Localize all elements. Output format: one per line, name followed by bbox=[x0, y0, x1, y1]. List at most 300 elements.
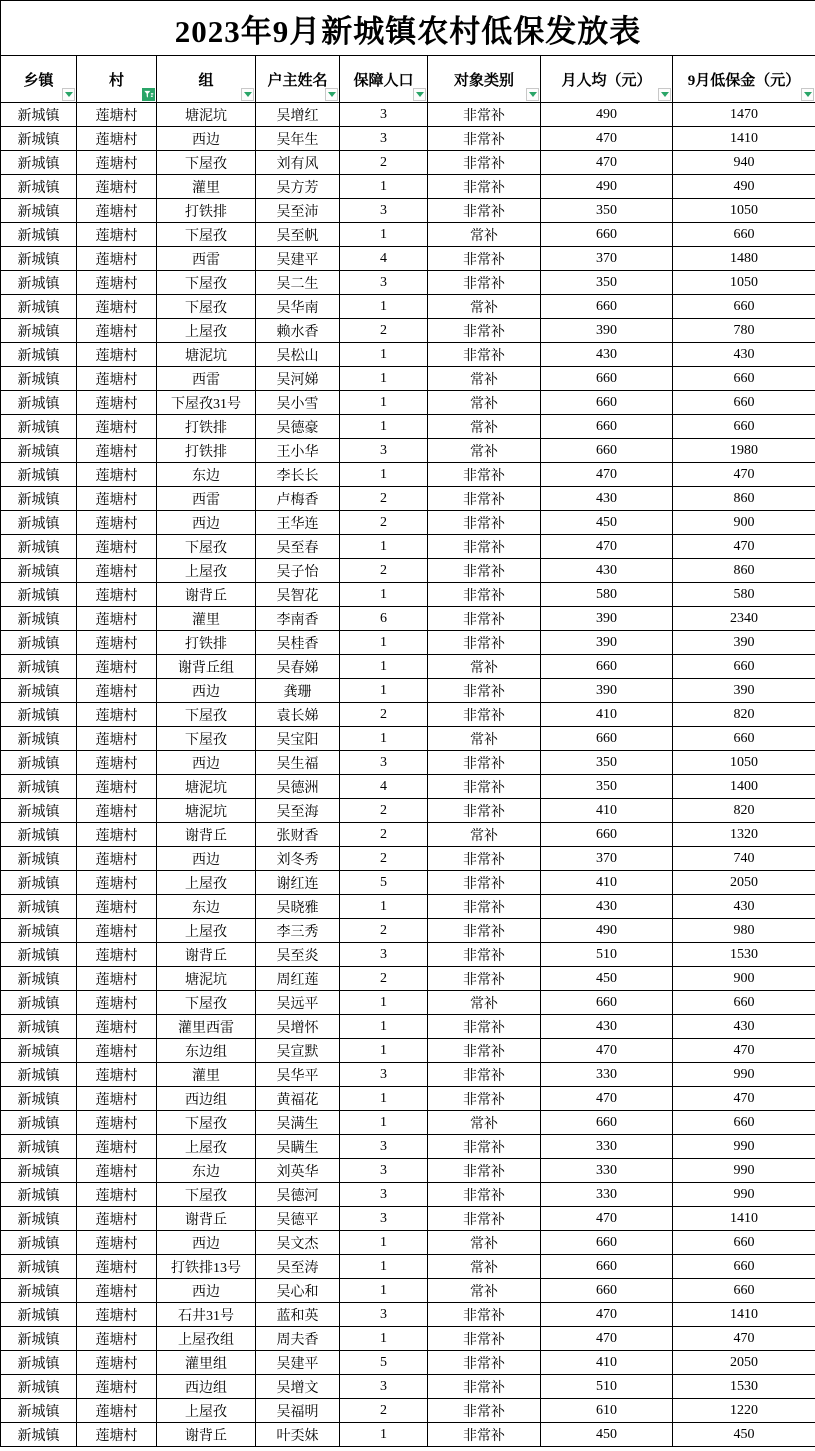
table-cell: 510 bbox=[541, 943, 673, 967]
table-cell: 下屋孜 bbox=[157, 295, 256, 319]
table-cell: 常补 bbox=[428, 1231, 541, 1255]
table-cell: 新城镇 bbox=[1, 439, 77, 463]
table-cell: 常补 bbox=[428, 823, 541, 847]
table-cell: 西边 bbox=[157, 127, 256, 151]
table-cell: 莲塘村 bbox=[77, 799, 157, 823]
table-cell: 新城镇 bbox=[1, 1063, 77, 1087]
table-cell: 非常补 bbox=[428, 343, 541, 367]
table-cell: 莲塘村 bbox=[77, 223, 157, 247]
table-cell: 660 bbox=[541, 367, 673, 391]
table-cell: 新城镇 bbox=[1, 607, 77, 631]
table-cell: 780 bbox=[673, 319, 815, 343]
table-cell: 1470 bbox=[673, 103, 815, 127]
table-cell: 西雷 bbox=[157, 367, 256, 391]
table-cell: 非常补 bbox=[428, 583, 541, 607]
table-cell: 常补 bbox=[428, 223, 541, 247]
table-cell: 李长长 bbox=[256, 463, 340, 487]
table-cell: 新城镇 bbox=[1, 703, 77, 727]
table-cell: 1 bbox=[340, 1423, 428, 1447]
table-cell: 非常补 bbox=[428, 607, 541, 631]
chevron-down-icon bbox=[65, 92, 73, 97]
table-cell: 莲塘村 bbox=[77, 967, 157, 991]
table-cell: 2050 bbox=[673, 871, 815, 895]
table-cell: 常补 bbox=[428, 1255, 541, 1279]
table-cell: 常补 bbox=[428, 1279, 541, 1303]
table-cell: 莲塘村 bbox=[77, 991, 157, 1015]
table-row bbox=[1, 535, 815, 559]
table-cell: 660 bbox=[541, 727, 673, 751]
table-cell: 谢背丘组 bbox=[157, 655, 256, 679]
table-cell: 非常补 bbox=[428, 871, 541, 895]
table-cell: 3 bbox=[340, 199, 428, 223]
table-row bbox=[1, 895, 815, 919]
table-cell: 660 bbox=[541, 1231, 673, 1255]
table-cell: 470 bbox=[673, 1327, 815, 1351]
table-cell: 5 bbox=[340, 871, 428, 895]
table-cell: 新城镇 bbox=[1, 271, 77, 295]
table-cell: 下屋孜 bbox=[157, 151, 256, 175]
column-header-label: 对象类别 bbox=[453, 72, 514, 89]
column-header bbox=[77, 56, 157, 103]
table-cell: 1 bbox=[340, 1015, 428, 1039]
table-cell: 吴华平 bbox=[256, 1063, 340, 1087]
table-row bbox=[1, 1087, 815, 1111]
table-cell: 灌里 bbox=[157, 607, 256, 631]
table-cell: 塘泥坑 bbox=[157, 103, 256, 127]
filter-dropdown-icon[interactable] bbox=[325, 88, 338, 101]
table-cell: 820 bbox=[673, 799, 815, 823]
table-cell: 塘泥坑 bbox=[157, 799, 256, 823]
chevron-down-icon bbox=[804, 92, 812, 97]
table-row bbox=[1, 151, 815, 175]
table-cell: 上屋孜 bbox=[157, 919, 256, 943]
column-header-row bbox=[1, 56, 815, 103]
table-cell: 3 bbox=[340, 1063, 428, 1087]
table-cell: 470 bbox=[541, 535, 673, 559]
table-cell: 2 bbox=[340, 559, 428, 583]
table-cell: 常补 bbox=[428, 655, 541, 679]
table-cell: 新城镇 bbox=[1, 679, 77, 703]
table-cell: 西边 bbox=[157, 847, 256, 871]
table-cell: 谢背丘 bbox=[157, 583, 256, 607]
table-row bbox=[1, 1303, 815, 1327]
table-cell: 卢梅香 bbox=[256, 487, 340, 511]
table-cell: 莲塘村 bbox=[77, 439, 157, 463]
table-cell: 660 bbox=[673, 991, 815, 1015]
table-cell: 1410 bbox=[673, 127, 815, 151]
table-cell: 新城镇 bbox=[1, 847, 77, 871]
table-cell: 660 bbox=[673, 367, 815, 391]
table-cell: 刘有风 bbox=[256, 151, 340, 175]
table-cell: 莲塘村 bbox=[77, 247, 157, 271]
table-cell: 莲塘村 bbox=[77, 1423, 157, 1447]
table-cell: 莲塘村 bbox=[77, 199, 157, 223]
table-cell: 1 bbox=[340, 631, 428, 655]
table-cell: 新城镇 bbox=[1, 1039, 77, 1063]
table-cell: 1 bbox=[340, 1039, 428, 1063]
table-cell: 吴方芳 bbox=[256, 175, 340, 199]
table-cell: 下屋孜 bbox=[157, 703, 256, 727]
table-cell: 非常补 bbox=[428, 103, 541, 127]
table-cell: 3 bbox=[340, 439, 428, 463]
table-cell: 非常补 bbox=[428, 535, 541, 559]
table-cell: 莲塘村 bbox=[77, 1015, 157, 1039]
table-cell: 上屋孜 bbox=[157, 319, 256, 343]
table-cell: 非常补 bbox=[428, 703, 541, 727]
table-cell: 莲塘村 bbox=[77, 343, 157, 367]
table-cell: 470 bbox=[541, 1087, 673, 1111]
table-row bbox=[1, 1255, 815, 1279]
table-cell: 3 bbox=[340, 943, 428, 967]
table-cell: 谢背丘 bbox=[157, 943, 256, 967]
table-cell: 2340 bbox=[673, 607, 815, 631]
table-cell: 王小华 bbox=[256, 439, 340, 463]
table-cell: 410 bbox=[541, 1351, 673, 1375]
table-cell: 吴至涛 bbox=[256, 1255, 340, 1279]
table-cell: 1400 bbox=[673, 775, 815, 799]
table-cell: 350 bbox=[541, 775, 673, 799]
table-cell: 莲塘村 bbox=[77, 871, 157, 895]
table-cell: 上屋孜组 bbox=[157, 1327, 256, 1351]
table-cell: 430 bbox=[541, 343, 673, 367]
table-row bbox=[1, 415, 815, 439]
table-cell: 下屋孜 bbox=[157, 727, 256, 751]
table-cell: 西边 bbox=[157, 751, 256, 775]
table-cell: 2 bbox=[340, 319, 428, 343]
table-cell: 黄福花 bbox=[256, 1087, 340, 1111]
table-cell: 新城镇 bbox=[1, 1183, 77, 1207]
table-cell: 吴二生 bbox=[256, 271, 340, 295]
table-cell: 上屋孜 bbox=[157, 871, 256, 895]
table-cell: 1 bbox=[340, 1231, 428, 1255]
table-cell: 吴至沛 bbox=[256, 199, 340, 223]
table-row bbox=[1, 439, 815, 463]
table-cell: 龚珊 bbox=[256, 679, 340, 703]
table-cell: 新城镇 bbox=[1, 1015, 77, 1039]
table-cell: 吴生福 bbox=[256, 751, 340, 775]
table-cell: 莲塘村 bbox=[77, 487, 157, 511]
table-cell: 王华连 bbox=[256, 511, 340, 535]
table-row bbox=[1, 967, 815, 991]
table-row bbox=[1, 175, 815, 199]
column-header bbox=[428, 56, 541, 103]
table-cell: 2 bbox=[340, 823, 428, 847]
table-row bbox=[1, 343, 815, 367]
column-header-label: 村 bbox=[108, 72, 124, 89]
table-cell: 上屋孜 bbox=[157, 559, 256, 583]
table-cell: 塘泥坑 bbox=[157, 967, 256, 991]
filter-dropdown-icon[interactable] bbox=[62, 88, 75, 101]
active-filter-funnel-icon[interactable] bbox=[142, 88, 155, 101]
table-row bbox=[1, 319, 815, 343]
table-cell: 470 bbox=[541, 1039, 673, 1063]
table-cell: 吴至炎 bbox=[256, 943, 340, 967]
table-row bbox=[1, 223, 815, 247]
table-cell: 990 bbox=[673, 1159, 815, 1183]
table-cell: 吴瞒生 bbox=[256, 1135, 340, 1159]
table-cell: 吴远平 bbox=[256, 991, 340, 1015]
table-cell: 莲塘村 bbox=[77, 103, 157, 127]
table-cell: 袁长娣 bbox=[256, 703, 340, 727]
table-cell: 下屋孜31号 bbox=[157, 391, 256, 415]
table-cell: 新城镇 bbox=[1, 1351, 77, 1375]
table-cell: 李南香 bbox=[256, 607, 340, 631]
table-cell: 660 bbox=[541, 991, 673, 1015]
table-cell: 660 bbox=[673, 391, 815, 415]
table-cell: 石井31号 bbox=[157, 1303, 256, 1327]
table-cell: 5 bbox=[340, 1351, 428, 1375]
table-cell: 1530 bbox=[673, 943, 815, 967]
table-cell: 新城镇 bbox=[1, 103, 77, 127]
table-cell: 非常补 bbox=[428, 463, 541, 487]
table-cell: 非常补 bbox=[428, 1375, 541, 1399]
table-cell: 660 bbox=[541, 655, 673, 679]
table-cell: 新城镇 bbox=[1, 895, 77, 919]
table-cell: 谢背丘 bbox=[157, 1207, 256, 1231]
table-cell: 莲塘村 bbox=[77, 1279, 157, 1303]
table-cell: 莲塘村 bbox=[77, 655, 157, 679]
table-cell: 非常补 bbox=[428, 271, 541, 295]
page-title: 2023年9月新城镇农村低保发放表 bbox=[1, 1, 815, 56]
table-cell: 莲塘村 bbox=[77, 295, 157, 319]
table-cell: 1 bbox=[340, 991, 428, 1015]
table-cell: 吴宣默 bbox=[256, 1039, 340, 1063]
table-cell: 350 bbox=[541, 199, 673, 223]
table-cell: 刘冬秀 bbox=[256, 847, 340, 871]
table-cell: 莲塘村 bbox=[77, 1399, 157, 1423]
table-cell: 常补 bbox=[428, 391, 541, 415]
table-cell: 新城镇 bbox=[1, 391, 77, 415]
table-row bbox=[1, 1135, 815, 1159]
table-cell: 390 bbox=[541, 319, 673, 343]
table-cell: 叶奀妹 bbox=[256, 1423, 340, 1447]
table-cell: 1480 bbox=[673, 247, 815, 271]
table-cell: 1980 bbox=[673, 439, 815, 463]
table-cell: 莲塘村 bbox=[77, 1183, 157, 1207]
chevron-down-icon bbox=[416, 92, 424, 97]
table-cell: 打铁排 bbox=[157, 439, 256, 463]
table-cell: 周红莲 bbox=[256, 967, 340, 991]
table-cell: 灌里组 bbox=[157, 1351, 256, 1375]
table-cell: 2 bbox=[340, 511, 428, 535]
table-cell: 非常补 bbox=[428, 247, 541, 271]
table-cell: 莲塘村 bbox=[77, 271, 157, 295]
table-cell: 谢红连 bbox=[256, 871, 340, 895]
table-row bbox=[1, 1111, 815, 1135]
table-cell: 990 bbox=[673, 1063, 815, 1087]
table-cell: 1 bbox=[340, 679, 428, 703]
table-cell: 390 bbox=[673, 631, 815, 655]
table-cell: 660 bbox=[541, 391, 673, 415]
table-cell: 2 bbox=[340, 151, 428, 175]
table-row bbox=[1, 607, 815, 631]
table-cell: 下屋孜 bbox=[157, 1183, 256, 1207]
table-cell: 1530 bbox=[673, 1375, 815, 1399]
table-cell: 新城镇 bbox=[1, 199, 77, 223]
table-cell: 新城镇 bbox=[1, 1135, 77, 1159]
table-cell: 1 bbox=[340, 583, 428, 607]
table-row bbox=[1, 823, 815, 847]
table-cell: 1410 bbox=[673, 1303, 815, 1327]
table-cell: 新城镇 bbox=[1, 415, 77, 439]
table-cell: 灌里 bbox=[157, 175, 256, 199]
table-cell: 1 bbox=[340, 295, 428, 319]
table-cell: 430 bbox=[541, 487, 673, 511]
table-cell: 非常补 bbox=[428, 751, 541, 775]
table-cell: 打铁排 bbox=[157, 199, 256, 223]
table-row bbox=[1, 679, 815, 703]
table-cell: 莲塘村 bbox=[77, 175, 157, 199]
table-row bbox=[1, 1063, 815, 1087]
table-cell: 330 bbox=[541, 1159, 673, 1183]
table-cell: 新城镇 bbox=[1, 823, 77, 847]
table-cell: 赖水香 bbox=[256, 319, 340, 343]
table-row bbox=[1, 511, 815, 535]
table-row bbox=[1, 1183, 815, 1207]
table-cell: 莲塘村 bbox=[77, 727, 157, 751]
table-row bbox=[1, 703, 815, 727]
table-cell: 新城镇 bbox=[1, 799, 77, 823]
table-cell: 莲塘村 bbox=[77, 1039, 157, 1063]
table-cell: 吴德平 bbox=[256, 1207, 340, 1231]
table-cell: 660 bbox=[673, 1279, 815, 1303]
table-cell: 410 bbox=[541, 703, 673, 727]
table-cell: 常补 bbox=[428, 439, 541, 463]
table-cell: 非常补 bbox=[428, 559, 541, 583]
table-cell: 470 bbox=[541, 127, 673, 151]
table-cell: 非常补 bbox=[428, 1015, 541, 1039]
table-cell: 860 bbox=[673, 487, 815, 511]
table-cell: 990 bbox=[673, 1135, 815, 1159]
table-cell: 莲塘村 bbox=[77, 1327, 157, 1351]
column-header-label: 9月低保金（元） bbox=[687, 72, 801, 89]
table-row bbox=[1, 1207, 815, 1231]
table-cell: 下屋孜 bbox=[157, 535, 256, 559]
table-cell: 吴桂香 bbox=[256, 631, 340, 655]
table-cell: 灌里西雷 bbox=[157, 1015, 256, 1039]
table-cell: 莲塘村 bbox=[77, 1351, 157, 1375]
table-cell: 莲塘村 bbox=[77, 463, 157, 487]
table-cell: 新城镇 bbox=[1, 1255, 77, 1279]
table-cell: 470 bbox=[541, 151, 673, 175]
table-cell: 330 bbox=[541, 1135, 673, 1159]
table-cell: 莲塘村 bbox=[77, 631, 157, 655]
table-cell: 660 bbox=[541, 1111, 673, 1135]
table-cell: 塘泥坑 bbox=[157, 775, 256, 799]
table-row bbox=[1, 775, 815, 799]
table-cell: 吴心和 bbox=[256, 1279, 340, 1303]
table-cell: 莲塘村 bbox=[77, 919, 157, 943]
table-cell: 莲塘村 bbox=[77, 367, 157, 391]
table-cell: 非常补 bbox=[428, 1087, 541, 1111]
table-cell: 打铁排13号 bbox=[157, 1255, 256, 1279]
table-cell: 新城镇 bbox=[1, 655, 77, 679]
table-cell: 莲塘村 bbox=[77, 1159, 157, 1183]
column-header bbox=[541, 56, 673, 103]
table-cell: 莲塘村 bbox=[77, 391, 157, 415]
table-row bbox=[1, 559, 815, 583]
table-cell: 新城镇 bbox=[1, 1375, 77, 1399]
table-cell: 非常补 bbox=[428, 967, 541, 991]
table-cell: 1220 bbox=[673, 1399, 815, 1423]
table-cell: 3 bbox=[340, 103, 428, 127]
table-cell: 660 bbox=[673, 655, 815, 679]
table-cell: 莲塘村 bbox=[77, 535, 157, 559]
table-cell: 莲塘村 bbox=[77, 583, 157, 607]
table-cell: 390 bbox=[541, 679, 673, 703]
table-cell: 2 bbox=[340, 919, 428, 943]
table-row bbox=[1, 655, 815, 679]
table-cell: 450 bbox=[541, 967, 673, 991]
table-cell: 非常补 bbox=[428, 895, 541, 919]
table-row bbox=[1, 127, 815, 151]
table-cell: 莲塘村 bbox=[77, 847, 157, 871]
table-cell: 新城镇 bbox=[1, 943, 77, 967]
filter-dropdown-icon[interactable] bbox=[526, 88, 539, 101]
table-cell: 莲塘村 bbox=[77, 1303, 157, 1327]
table-cell: 非常补 bbox=[428, 919, 541, 943]
table-cell: 莲塘村 bbox=[77, 823, 157, 847]
table-cell: 660 bbox=[673, 1231, 815, 1255]
table-cell: 上屋孜 bbox=[157, 1135, 256, 1159]
table-cell: 490 bbox=[673, 175, 815, 199]
table-cell: 660 bbox=[541, 223, 673, 247]
table-cell: 非常补 bbox=[428, 1039, 541, 1063]
table-cell: 常补 bbox=[428, 295, 541, 319]
table-cell: 东边组 bbox=[157, 1039, 256, 1063]
table-cell: 450 bbox=[541, 1423, 673, 1447]
table-cell: 东边 bbox=[157, 1159, 256, 1183]
table-cell: 非常补 bbox=[428, 847, 541, 871]
column-header bbox=[1, 56, 77, 103]
table-cell: 莲塘村 bbox=[77, 1231, 157, 1255]
table-cell: 740 bbox=[673, 847, 815, 871]
table-cell: 吴至海 bbox=[256, 799, 340, 823]
table-cell: 莲塘村 bbox=[77, 703, 157, 727]
table-cell: 非常补 bbox=[428, 319, 541, 343]
table-cell: 3 bbox=[340, 1207, 428, 1231]
column-header bbox=[340, 56, 428, 103]
table-cell: 吴小雪 bbox=[256, 391, 340, 415]
table-cell: 非常补 bbox=[428, 679, 541, 703]
table-cell: 下屋孜 bbox=[157, 271, 256, 295]
chevron-down-icon bbox=[328, 92, 336, 97]
table-cell: 西边组 bbox=[157, 1087, 256, 1111]
table-cell: 新城镇 bbox=[1, 559, 77, 583]
table-cell: 吴福明 bbox=[256, 1399, 340, 1423]
table-cell: 580 bbox=[673, 583, 815, 607]
table-cell: 470 bbox=[673, 535, 815, 559]
table-cell: 1 bbox=[340, 1087, 428, 1111]
table-cell: 西边 bbox=[157, 679, 256, 703]
table-cell: 2 bbox=[340, 847, 428, 871]
table-cell: 1050 bbox=[673, 751, 815, 775]
table-cell: 1 bbox=[340, 463, 428, 487]
table-cell: 3 bbox=[340, 1375, 428, 1399]
table-cell: 莲塘村 bbox=[77, 751, 157, 775]
filter-dropdown-icon[interactable] bbox=[413, 88, 426, 101]
table-cell: 470 bbox=[673, 1087, 815, 1111]
filter-dropdown-icon[interactable] bbox=[241, 88, 254, 101]
table-cell: 非常补 bbox=[428, 1327, 541, 1351]
table-cell: 灌里 bbox=[157, 1063, 256, 1087]
table-cell: 330 bbox=[541, 1183, 673, 1207]
table-cell: 2 bbox=[340, 799, 428, 823]
table-cell: 非常补 bbox=[428, 1183, 541, 1207]
filter-dropdown-icon[interactable] bbox=[658, 88, 671, 101]
table-cell: 吴智花 bbox=[256, 583, 340, 607]
filter-dropdown-icon[interactable] bbox=[801, 88, 814, 101]
